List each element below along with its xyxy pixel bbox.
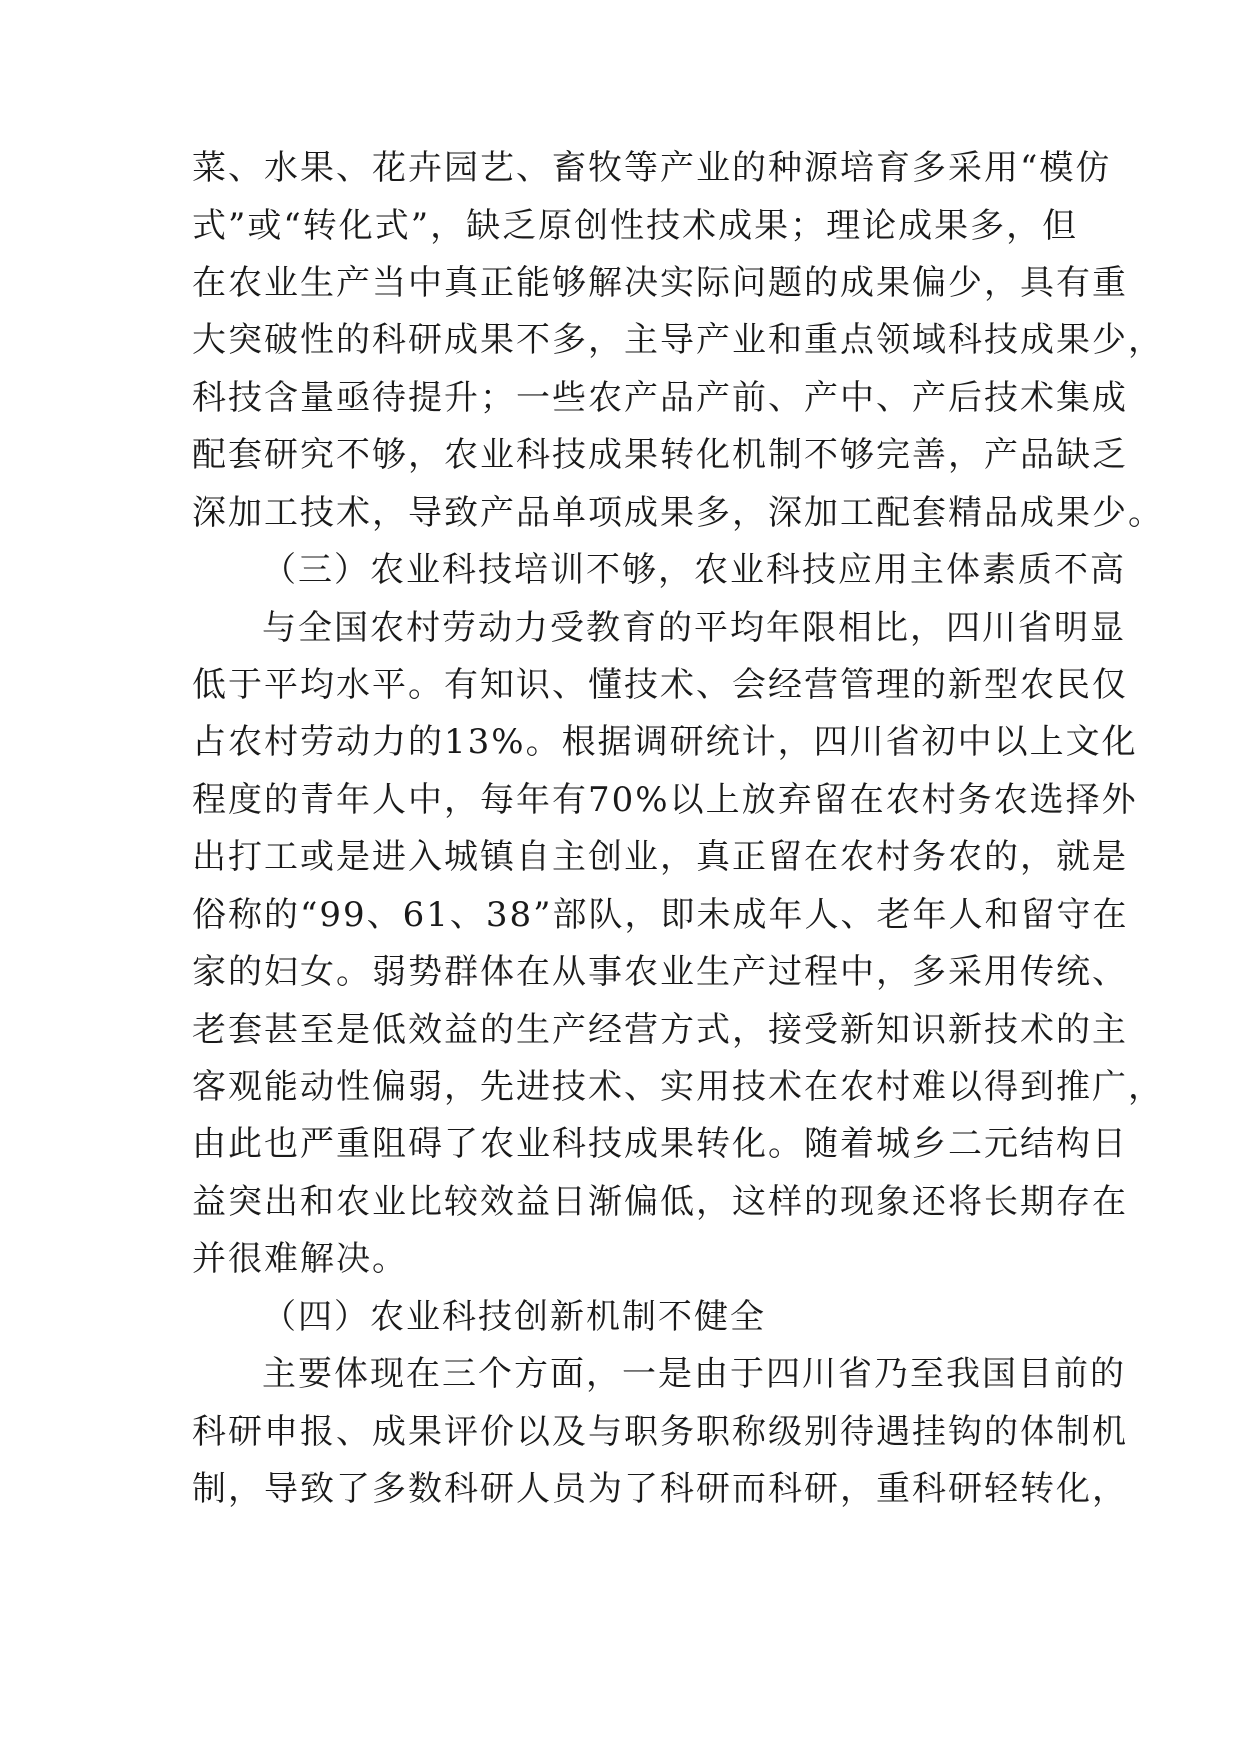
text-line: 占农村劳动力的13%。根据调研统计，四川省初中以上文化 (192, 722, 1138, 762)
text-line: 出打工或是进入城镇自主创业，真正留在农村务农的，就是 (192, 837, 1128, 877)
text-line: 俗称的“99、61、38”部队，即未成年人、老年人和留守在 (192, 895, 1129, 935)
text-line: 益突出和农业比较效益日渐偏低，这样的现象还将长期存在 (192, 1182, 1128, 1222)
text-line: 科技含量亟待提升；一些农产品产前、产中、产后技术集成 (192, 378, 1128, 418)
text-line: 客观能动性偏弱，先进技术、实用技术在农村难以得到推广， (192, 1067, 1164, 1107)
text-line: 老套甚至是低效益的生产经营方式，接受新知识新技术的主 (192, 1010, 1128, 1050)
section-heading: （四）农业科技创新机制不健全 (262, 1297, 766, 1337)
text-line: 低于平均水平。有知识、懂技术、会经营管理的新型农民仅 (192, 665, 1128, 705)
text-line: 在农业生产当中真正能够解决实际问题的成果偏少，具有重 (192, 263, 1128, 303)
text-line: 家的妇女。弱势群体在从事农业生产过程中，多采用传统、 (192, 952, 1128, 992)
text-line: 并很难解决。 (192, 1239, 408, 1279)
text-line: 程度的青年人中，每年有70%以上放弃留在农村务农选择外 (192, 780, 1138, 820)
text-line: 深加工技术，导致产品单项成果多，深加工配套精品成果少。 (192, 493, 1164, 533)
text-line: 式”或“转化式”，缺乏原创性技术成果；理论成果多，但 (192, 206, 1079, 246)
text-line: 由此也严重阻碍了农业科技成果转化。随着城乡二元结构日 (192, 1124, 1128, 1164)
text-line: 主要体现在三个方面，一是由于四川省乃至我国目前的 (262, 1354, 1126, 1394)
text-line: 大突破性的科研成果不多，主导产业和重点领域科技成果少， (192, 320, 1164, 360)
text-line: 科研申报、成果评价以及与职务职称级别待遇挂钩的体制机 (192, 1412, 1128, 1452)
text-line: 与全国农村劳动力受教育的平均年限相比，四川省明显 (262, 608, 1126, 648)
text-line: 配套研究不够，农业科技成果转化机制不够完善，产品缺乏 (192, 435, 1128, 475)
text-line: 制，导致了多数科研人员为了科研而科研，重科研轻转化， (192, 1469, 1128, 1509)
text-line: 菜、水果、花卉园艺、畜牧等产业的种源培育多采用“模仿 (192, 148, 1112, 188)
section-heading: （三）农业科技培训不够，农业科技应用主体素质不高 (262, 550, 1126, 590)
